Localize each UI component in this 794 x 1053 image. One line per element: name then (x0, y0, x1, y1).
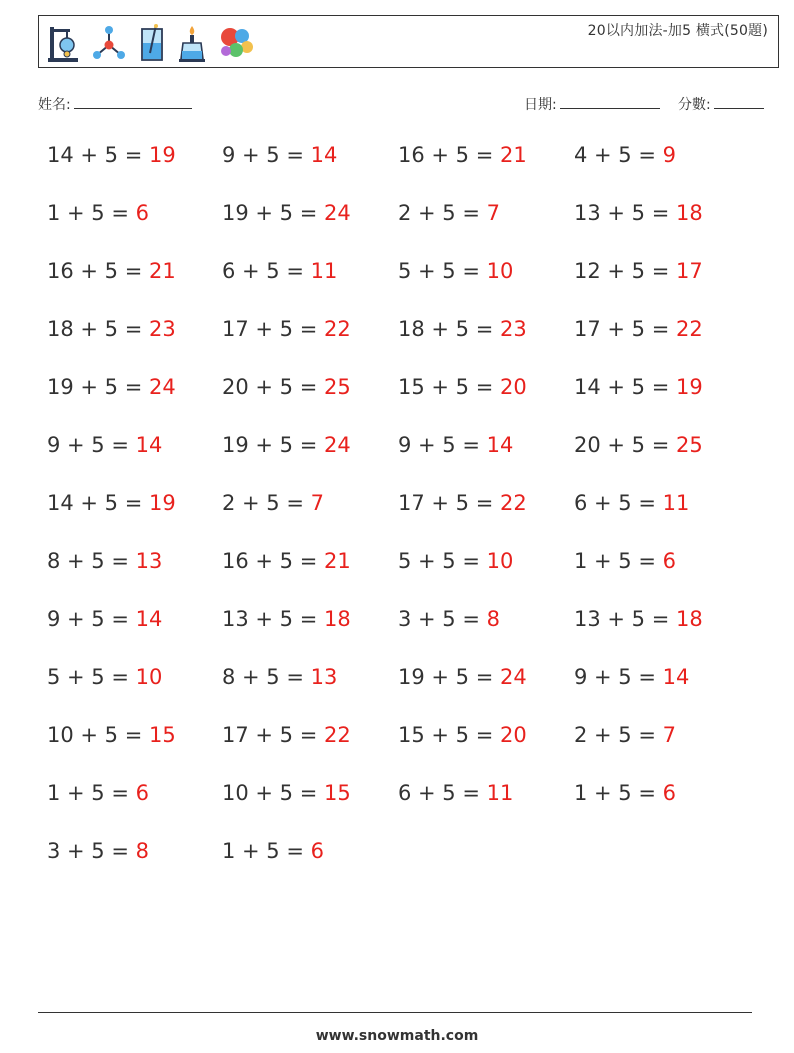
problem-answer: 19 (675, 375, 703, 399)
problem-answer: 20 (499, 723, 527, 747)
problem-expression: 17 + 5 = (222, 723, 324, 747)
problem-answer: 6 (662, 781, 676, 805)
problem-expression: 4 + 5 = (574, 143, 663, 167)
problem-item (398, 723, 527, 747)
problem-expression: 17 + 5 = (222, 317, 324, 341)
problem-answer: 10 (486, 259, 514, 283)
problem-expression: 18 + 5 = (398, 317, 500, 341)
problem-row (47, 781, 767, 839)
problem-answer: 14 (310, 143, 338, 167)
problem-expression: 13 + 5 = (222, 607, 324, 631)
problem-item (47, 549, 162, 573)
problem-answer: 19 (148, 143, 176, 167)
problem-answer: 10 (486, 549, 514, 573)
problem-answer: 23 (148, 317, 176, 341)
problem-answer: 17 (675, 259, 703, 283)
problem-expression: 20 + 5 = (222, 375, 324, 399)
problem-expression: 1 + 5 = (574, 781, 663, 805)
date-field (524, 94, 660, 114)
problem-item (222, 723, 351, 747)
problem-answer: 24 (323, 433, 351, 457)
problem-answer: 24 (499, 665, 527, 689)
problem-expression: 10 + 5 = (222, 781, 324, 805)
problem-expression: 5 + 5 = (398, 549, 487, 573)
problem-expression: 1 + 5 = (47, 201, 136, 225)
problem-expression: 9 + 5 = (574, 665, 663, 689)
problem-expression: 9 + 5 = (398, 433, 487, 457)
problem-answer: 9 (662, 143, 676, 167)
problem-expression: 15 + 5 = (398, 723, 500, 747)
problem-answer: 18 (675, 607, 703, 631)
problem-expression: 14 + 5 = (47, 491, 149, 515)
problem-expression: 9 + 5 = (222, 143, 311, 167)
problem-answer: 14 (135, 433, 163, 457)
problem-item (47, 723, 176, 747)
problem-answer: 7 (486, 201, 500, 225)
problem-row (47, 375, 767, 433)
beaker-icon (137, 23, 167, 63)
date-label: 日期: (524, 97, 557, 113)
problem-answer: 11 (486, 781, 514, 805)
problem-answer: 18 (323, 607, 351, 631)
problem-row (47, 607, 767, 665)
problem-answer: 15 (148, 723, 176, 747)
problem-answer: 14 (662, 665, 690, 689)
problem-item (222, 607, 351, 631)
problem-answer: 25 (323, 375, 351, 399)
problem-item (398, 549, 513, 573)
problem-item (47, 491, 176, 515)
date-line[interactable] (560, 95, 660, 109)
problem-item (222, 549, 351, 573)
problem-expression: 20 + 5 = (574, 433, 676, 457)
problem-answer: 11 (662, 491, 690, 515)
problem-expression: 19 + 5 = (222, 201, 324, 225)
footer-url: www.snowmath.com (315, 1028, 479, 1044)
problem-answer: 11 (310, 259, 338, 283)
problem-item (398, 201, 500, 225)
score-field (678, 94, 764, 114)
problem-row (47, 665, 767, 723)
problem-answer: 20 (499, 375, 527, 399)
problem-item (47, 665, 162, 689)
problem-answer: 24 (323, 201, 351, 225)
problem-expression: 5 + 5 = (47, 665, 136, 689)
problem-expression: 6 + 5 = (574, 491, 663, 515)
problem-answer: 23 (499, 317, 527, 341)
problem-answer: 21 (323, 549, 351, 573)
problem-answer: 14 (135, 607, 163, 631)
problem-answer: 21 (148, 259, 176, 283)
problem-item (398, 781, 513, 805)
problem-expression: 14 + 5 = (47, 143, 149, 167)
problem-item (47, 839, 149, 863)
problem-answer: 25 (675, 433, 703, 457)
problem-answer: 6 (135, 201, 149, 225)
problem-expression: 3 + 5 = (398, 607, 487, 631)
problem-item (574, 491, 689, 515)
problem-expression: 1 + 5 = (222, 839, 311, 863)
problem-expression: 2 + 5 = (222, 491, 311, 515)
problem-item (47, 201, 149, 225)
problem-answer: 15 (323, 781, 351, 805)
name-line[interactable] (74, 95, 192, 109)
problem-item (47, 317, 176, 341)
problem-item (222, 433, 351, 457)
problem-expression: 13 + 5 = (574, 607, 676, 631)
problem-item (222, 781, 351, 805)
problem-answer: 22 (675, 317, 703, 341)
problem-expression: 8 + 5 = (47, 549, 136, 573)
problem-expression: 16 + 5 = (47, 259, 149, 283)
problem-item (574, 433, 703, 457)
problem-answer: 24 (148, 375, 176, 399)
problem-row (47, 839, 767, 897)
problem-answer: 14 (486, 433, 514, 457)
problem-item (574, 201, 703, 225)
molecule-icon (91, 23, 127, 63)
problem-row (47, 317, 767, 375)
problem-expression: 2 + 5 = (574, 723, 663, 747)
problem-expression: 5 + 5 = (398, 259, 487, 283)
problem-expression: 9 + 5 = (47, 607, 136, 631)
name-field (38, 94, 192, 114)
problem-expression: 9 + 5 = (47, 433, 136, 457)
problem-item (574, 607, 703, 631)
problem-item (398, 317, 527, 341)
problem-item (47, 433, 162, 457)
problem-answer: 6 (310, 839, 324, 863)
problem-answer: 13 (310, 665, 338, 689)
problem-item (222, 491, 324, 515)
problem-answer: 22 (323, 317, 351, 341)
problem-expression: 19 + 5 = (222, 433, 324, 457)
problem-item (47, 781, 149, 805)
problem-item (398, 607, 500, 631)
problem-row (47, 491, 767, 549)
problem-expression: 2 + 5 = (398, 201, 487, 225)
burner-icon (177, 23, 207, 63)
problem-item (222, 259, 337, 283)
problem-item (574, 259, 703, 283)
problem-expression: 19 + 5 = (398, 665, 500, 689)
problem-expression: 6 + 5 = (398, 781, 487, 805)
problem-row (47, 143, 767, 201)
problem-answer: 10 (135, 665, 163, 689)
problem-item (574, 317, 703, 341)
problem-item (398, 375, 527, 399)
problem-expression: 6 + 5 = (222, 259, 311, 283)
problem-grid (47, 143, 767, 897)
problem-item (222, 317, 351, 341)
problem-item (574, 375, 703, 399)
problem-item (398, 143, 527, 167)
problem-answer: 8 (486, 607, 500, 631)
problem-item (47, 607, 162, 631)
problem-item (47, 375, 176, 399)
worksheet-title: 20以内加法-加5 横式(50題) (587, 23, 768, 39)
problem-row (47, 549, 767, 607)
atoms-icon (217, 23, 255, 63)
problem-expression: 18 + 5 = (47, 317, 149, 341)
problem-expression: 8 + 5 = (222, 665, 311, 689)
problem-item (574, 781, 676, 805)
problem-answer: 21 (499, 143, 527, 167)
problem-row (47, 723, 767, 781)
problem-answer: 7 (310, 491, 324, 515)
problem-answer: 13 (135, 549, 163, 573)
problem-answer: 22 (499, 491, 527, 515)
problem-item (222, 143, 337, 167)
problem-item (222, 839, 324, 863)
problem-item (398, 259, 513, 283)
problem-answer: 19 (148, 491, 176, 515)
problem-row (47, 433, 767, 491)
problem-item (222, 665, 337, 689)
score-line[interactable] (714, 95, 764, 109)
problem-expression: 1 + 5 = (47, 781, 136, 805)
problem-answer: 6 (662, 549, 676, 573)
problem-item (574, 723, 676, 747)
lab-stand-icon (47, 23, 81, 63)
name-label: 姓名: (38, 97, 71, 113)
problem-item (47, 143, 176, 167)
problem-expression: 16 + 5 = (222, 549, 324, 573)
problem-item (398, 665, 527, 689)
problem-answer: 6 (135, 781, 149, 805)
problem-answer: 22 (323, 723, 351, 747)
problem-row (47, 201, 767, 259)
icon-strip (47, 22, 255, 64)
problem-item (574, 549, 676, 573)
problem-item (222, 375, 351, 399)
problem-expression: 12 + 5 = (574, 259, 676, 283)
problem-expression: 1 + 5 = (574, 549, 663, 573)
problem-expression: 19 + 5 = (47, 375, 149, 399)
footer-divider (38, 1012, 752, 1013)
problem-expression: 17 + 5 = (574, 317, 676, 341)
problem-item (222, 201, 351, 225)
problem-expression: 13 + 5 = (574, 201, 676, 225)
header-box (38, 15, 779, 68)
score-label: 分數: (678, 97, 711, 113)
problem-item (47, 259, 176, 283)
problem-expression: 14 + 5 = (574, 375, 676, 399)
problem-expression: 16 + 5 = (398, 143, 500, 167)
problem-expression: 10 + 5 = (47, 723, 149, 747)
problem-item (574, 665, 689, 689)
problem-expression: 3 + 5 = (47, 839, 136, 863)
problem-answer: 8 (135, 839, 149, 863)
problem-item (398, 491, 527, 515)
problem-answer: 18 (675, 201, 703, 225)
problem-expression: 15 + 5 = (398, 375, 500, 399)
problem-row (47, 259, 767, 317)
problem-item (398, 433, 513, 457)
problem-item (574, 143, 676, 167)
problem-expression: 17 + 5 = (398, 491, 500, 515)
problem-answer: 7 (662, 723, 676, 747)
